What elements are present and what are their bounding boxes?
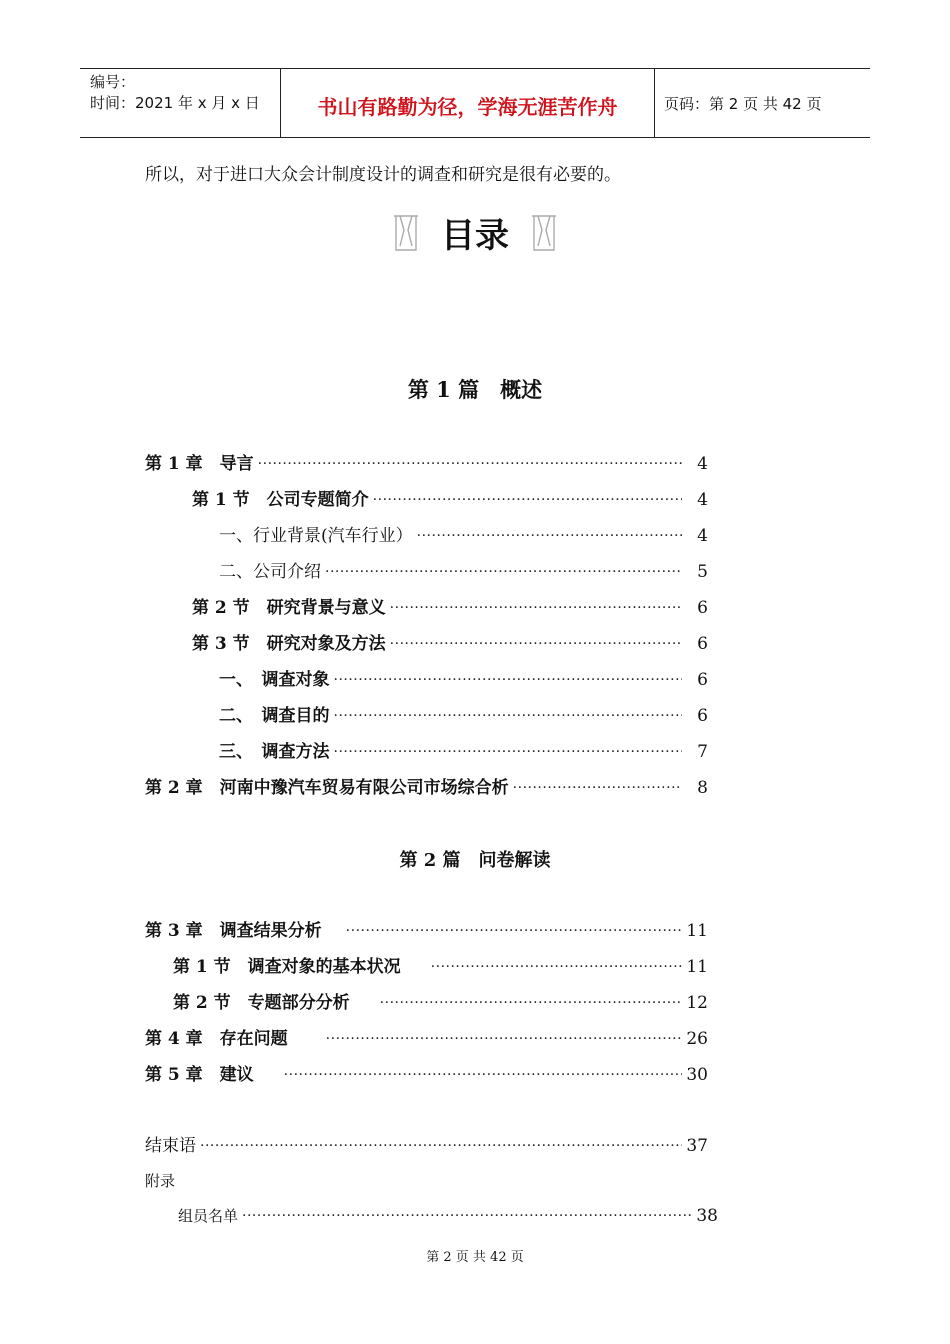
toc-leader-dots [390, 596, 682, 620]
toc-leader-dots [334, 704, 683, 728]
toc-leader-dots [200, 1134, 682, 1158]
number-label: 编号： [90, 73, 136, 91]
toc-entry-page: 12 [686, 993, 708, 1013]
toc-entry[interactable] [145, 1027, 708, 1051]
page-footer: 第 2 页 共 42 页 [426, 1250, 524, 1265]
toc-entry-label: 第 3 章 调查结果分析 [145, 921, 322, 941]
toc-entry-page: 11 [686, 957, 708, 977]
toc-leader-dots [258, 452, 682, 476]
toc-leader-dots [284, 1063, 682, 1087]
toc-entry-label: 二、公司介绍 [219, 562, 321, 582]
toc-leader-dots [513, 776, 682, 800]
toc-entry[interactable] [145, 1134, 708, 1158]
toc-entry[interactable] [173, 955, 708, 979]
part-1-title: 第 1 篇 概述 [407, 377, 543, 402]
toc-leader-dots [417, 524, 682, 548]
bracket-ornament-right-icon [528, 212, 560, 254]
page-header [80, 68, 870, 138]
toc-entry-page: 4 [697, 490, 708, 510]
toc-entry[interactable] [173, 991, 708, 1015]
header-meta [90, 72, 260, 114]
toc-entry-page: 7 [697, 742, 708, 762]
toc-entry-label: 第 1 节 调查对象的基本状况 [173, 957, 401, 977]
toc-entry[interactable] [219, 524, 708, 548]
toc-leader-dots [373, 488, 682, 512]
toc-heading [0, 208, 950, 257]
toc-entry-page: 26 [686, 1029, 708, 1049]
toc-entry-page: 6 [697, 634, 708, 654]
toc-entry[interactable] [145, 1063, 708, 1087]
toc-entry-label: 三、 调查方法 [219, 742, 330, 762]
toc-entry[interactable] [178, 1204, 718, 1228]
header-page-info: 页码：第 2 页 共 42 页 [664, 95, 822, 113]
toc-entry[interactable] [145, 776, 708, 800]
toc-entry-label: 第 3 节 研究对象及方法 [192, 634, 386, 654]
toc-entry[interactable] [145, 919, 708, 943]
time-label: 时间：2021 年 x 月 x 日 [90, 94, 260, 112]
toc-entry[interactable] [219, 704, 708, 728]
toc-entry-page: 6 [697, 706, 708, 726]
toc-leader-dots [334, 668, 683, 692]
toc-entry[interactable] [192, 632, 708, 656]
toc-entry-label: 附录 [145, 1172, 176, 1190]
toc-leader-dots [380, 991, 682, 1015]
header-divider [654, 69, 655, 137]
toc-entry-page: 6 [697, 670, 708, 690]
toc-leader-dots [334, 740, 683, 764]
toc-title: 目录 [441, 216, 509, 256]
toc-entry-page: 30 [686, 1065, 708, 1085]
toc-leader-dots [390, 632, 682, 656]
toc-entry-page: 37 [686, 1136, 708, 1156]
toc-leader-dots [242, 1204, 692, 1228]
toc-entry[interactable] [192, 488, 708, 512]
toc-entry-label: 第 2 节 专题部分分析 [173, 993, 350, 1013]
toc-entry-label: 组员名单 [178, 1207, 239, 1225]
toc-entry-page: 11 [686, 921, 708, 941]
toc-entry-label: 二、 调查目的 [219, 706, 330, 726]
toc-entry-page: 5 [697, 562, 708, 582]
toc-entry-label: 结束语 [145, 1136, 196, 1156]
toc-entry-label: 第 5 章 建议 [145, 1065, 254, 1085]
toc-entry[interactable] [219, 560, 708, 584]
intro-paragraph: 所以，对于进口大众会计制度设计的调查和研究是很有必要的。 [145, 165, 621, 185]
toc-entry-page: 4 [697, 454, 708, 474]
toc-entry[interactable] [145, 1169, 175, 1193]
toc-entry[interactable] [219, 740, 708, 764]
toc-entry-label: 第 2 章 河南中豫汽车贸易有限公司市场综合析 [145, 778, 509, 798]
part-2-title: 第 2 篇 问卷解读 [399, 850, 551, 871]
toc-entry-label: 一、行业背景(汽车行业） [219, 526, 413, 546]
toc-entry[interactable] [145, 452, 708, 476]
toc-leader-dots [325, 560, 682, 584]
toc-entry-page: 8 [697, 778, 708, 798]
toc-entry-label: 第 1 章 导言 [145, 454, 254, 474]
toc-entry-page: 4 [697, 526, 708, 546]
toc-leader-dots [326, 1027, 682, 1051]
toc-entry-label: 一、 调查对象 [219, 670, 330, 690]
toc-entry[interactable] [219, 668, 708, 692]
toc-leader-dots [431, 955, 682, 979]
toc-entry-label: 第 2 节 研究背景与意义 [192, 598, 386, 618]
toc-entry-page: 38 [696, 1206, 718, 1226]
toc-entry[interactable] [192, 596, 708, 620]
toc-entry-page: 6 [697, 598, 708, 618]
header-motto: 书山有路勤为径，学海无涯苦作舟 [317, 95, 618, 119]
toc-entry-label: 第 4 章 存在问题 [145, 1029, 288, 1049]
toc-leader-dots [346, 919, 682, 943]
bracket-ornament-left-icon [390, 212, 422, 254]
toc-entry-label: 第 1 节 公司专题简介 [192, 490, 369, 510]
